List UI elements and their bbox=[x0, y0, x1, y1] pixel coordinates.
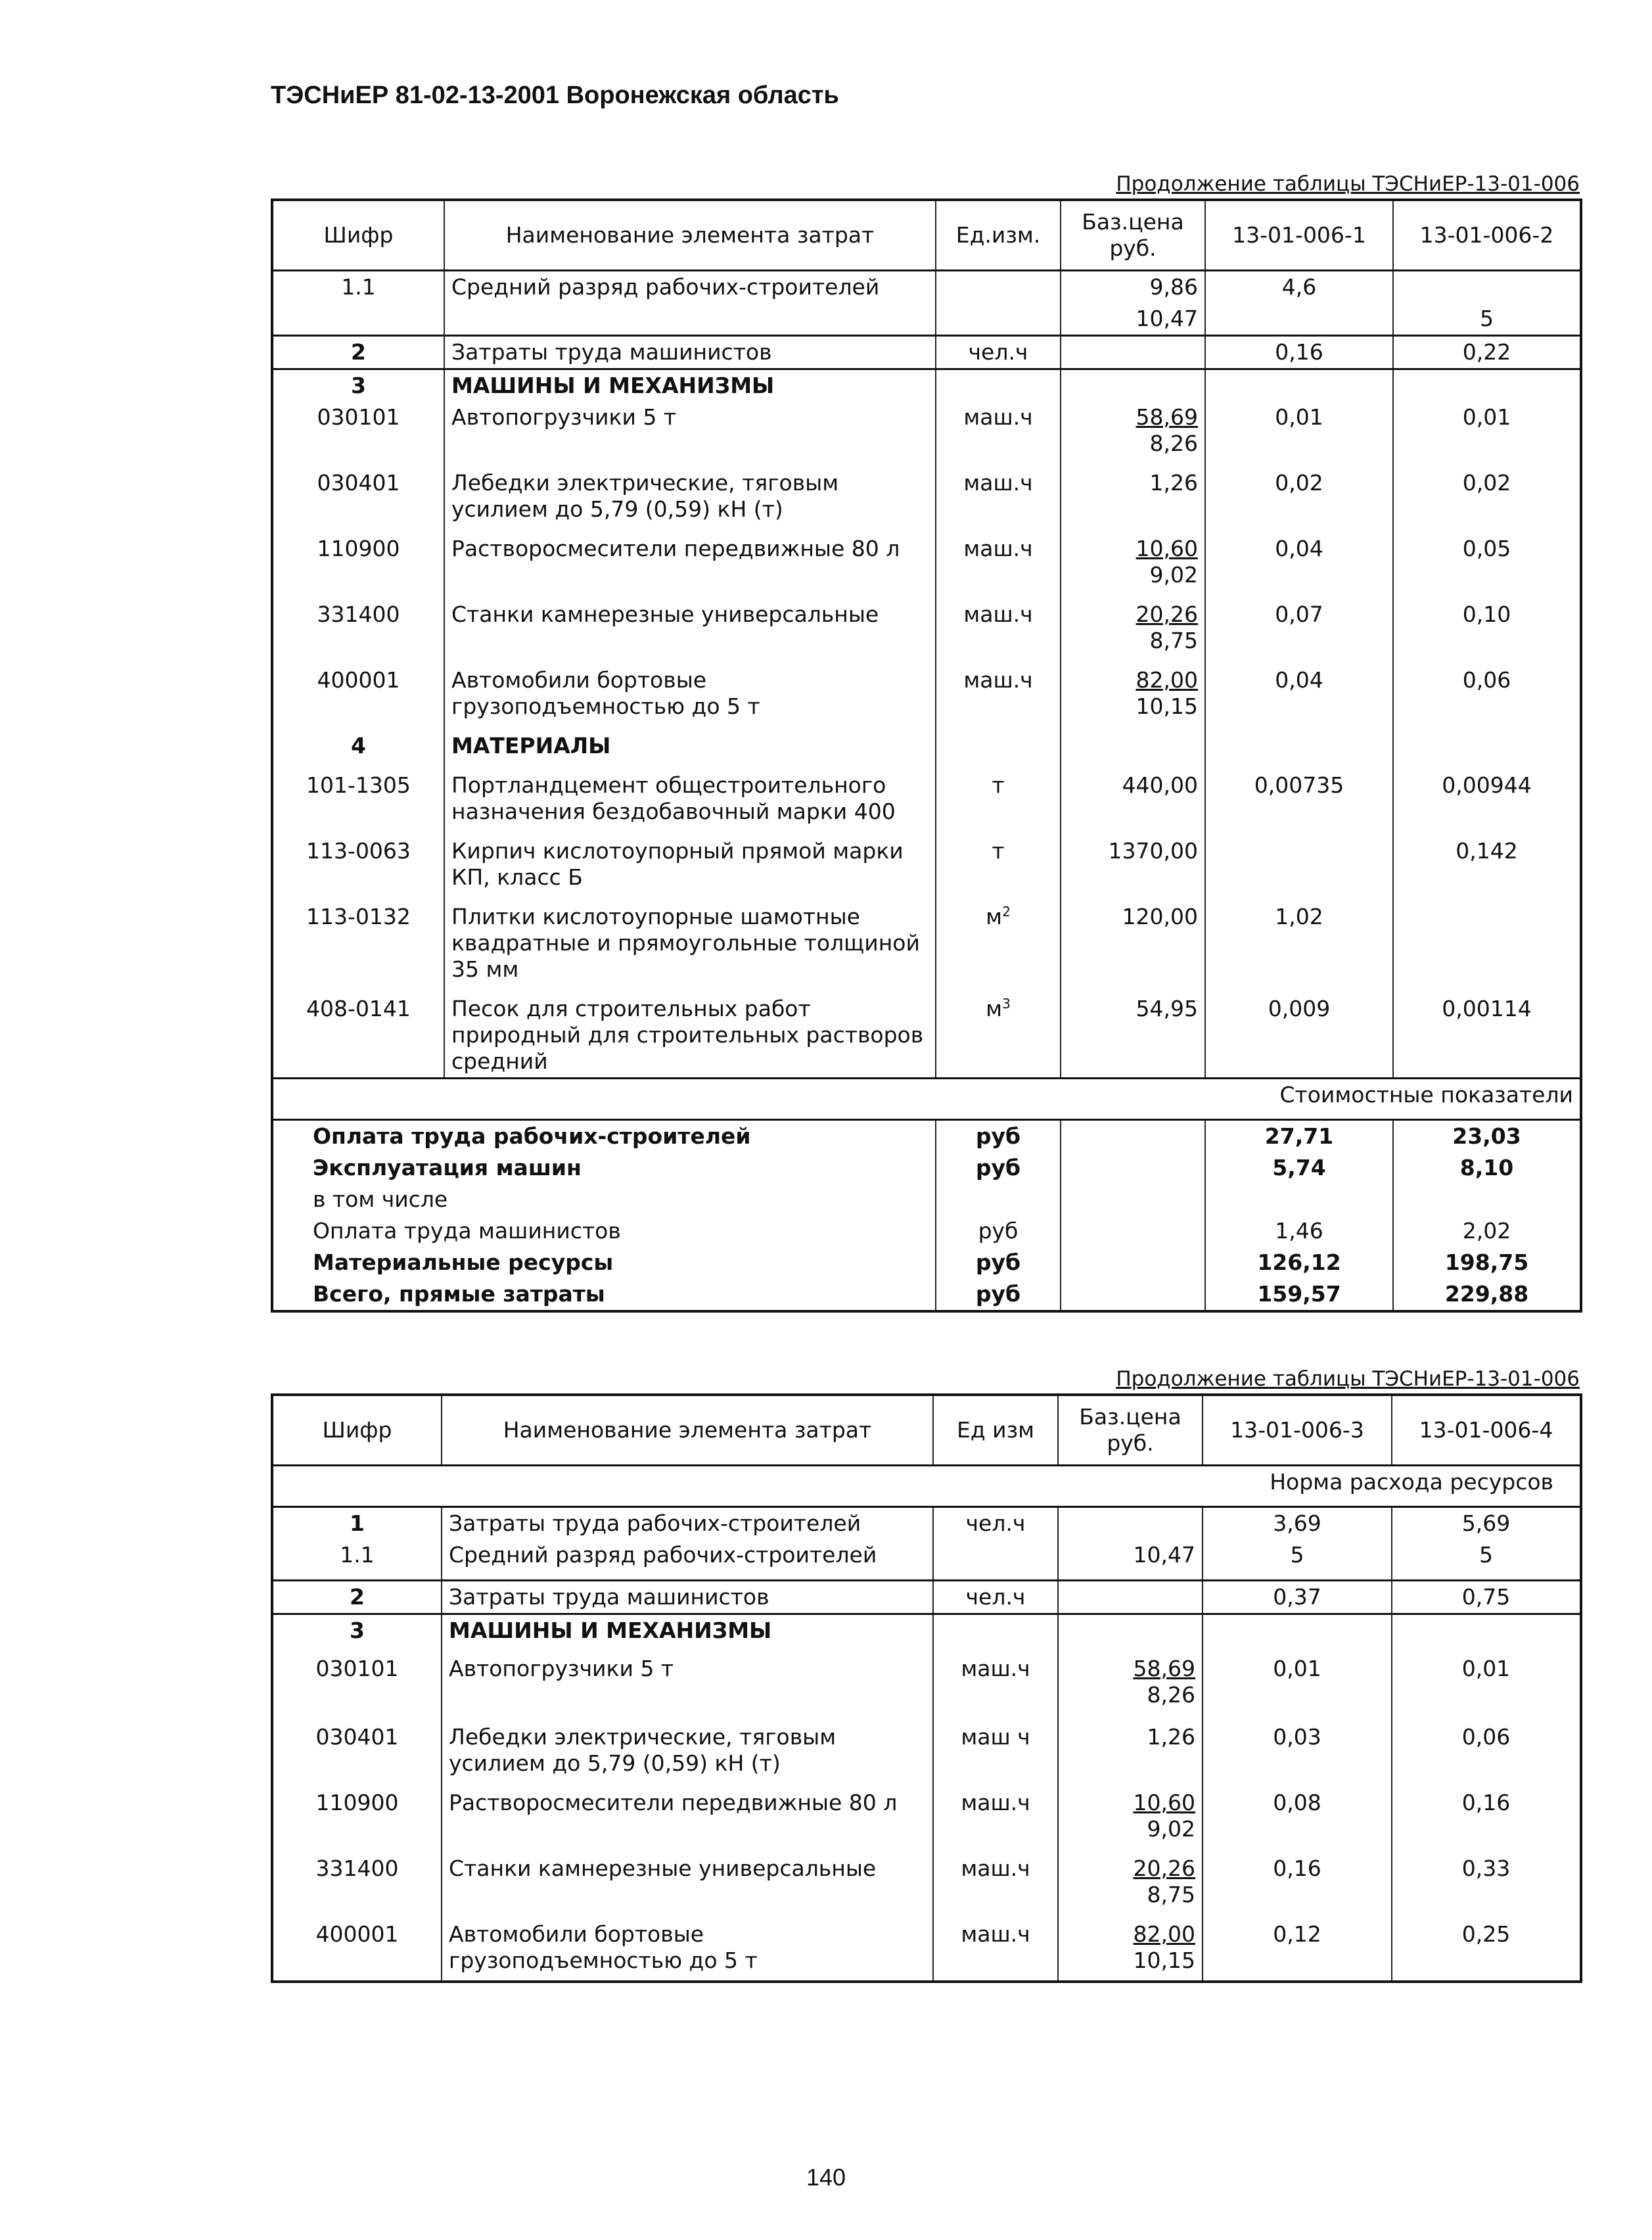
table1 bbox=[271, 198, 1580, 1313]
col-code-header: Шифр bbox=[272, 200, 444, 271]
cost-section-title: Стоимостные показатели bbox=[272, 1079, 1581, 1120]
col-a-header: 13-01-006-1 bbox=[1205, 200, 1393, 271]
table-row: 400001 Автомобили бортовые грузоподъемностью до 5 т маш.ч 82,00 10,15 0,04 0,06 bbox=[272, 665, 1581, 730]
table-row: 030401 Лебедки электрические, тяговым усилием до 5,79 (0,59) кН (т) маш ч 1,26 0,03 0,06 bbox=[272, 1721, 1581, 1787]
col-unit-header: Ед изм bbox=[933, 1395, 1058, 1466]
table-row: 331400 Станки камнерезные универсальные маш.ч 20,26 8,75 0,16 0,33 bbox=[272, 1853, 1581, 1919]
section-row: 4 МАТЕРИАЛЫ bbox=[272, 730, 1581, 770]
col-b-header: 13-01-006-4 bbox=[1392, 1395, 1581, 1466]
table1-caption: Продолжение таблицы ТЭСНиЕР-13-01-006 bbox=[1116, 172, 1580, 196]
summary-row: Всего, прямые затраты руб 159,57 229,88 bbox=[272, 1278, 1581, 1311]
summary-row: Оплата труда машинистов руб 1,46 2,02 bbox=[272, 1215, 1581, 1247]
summary-row: Оплата труда рабочих-строителей руб 27,71 23,03 bbox=[272, 1120, 1581, 1153]
col-code-header: Шифр bbox=[272, 1395, 442, 1466]
table-row: 101-1305 Портландцемент общестроительного назначения бездобавочный марки 400 т 440,00 0,00735 0,00944 bbox=[272, 770, 1581, 835]
table-row: 030401 Лебедки электрические, тяговым усилием до 5,79 (0,59) кН (т) маш.ч 1,26 0,02 0,02 bbox=[272, 467, 1581, 533]
norm-section-title: Норма расхода ресурсов bbox=[272, 1466, 1581, 1507]
table-row: 1.1 Средний разряд рабочих-строителей 10,47 5 5 bbox=[272, 1539, 1581, 1580]
col-price-header: Баз.цена руб. bbox=[1061, 200, 1205, 271]
page-number: 140 bbox=[806, 2164, 846, 2191]
summary-row: Эксплуатация машин руб 5,74 8,10 bbox=[272, 1152, 1581, 1184]
section-row: 3 МАШИНЫ И МЕХАНИЗМЫ bbox=[272, 1614, 1581, 1653]
col-name-header: Наименование элемента затрат bbox=[442, 1395, 933, 1466]
table2-caption: Продолжение таблицы ТЭСНиЕР-13-01-006 bbox=[1116, 1367, 1580, 1391]
col-name-header: Наименование элемента затрат bbox=[444, 200, 936, 271]
table-row: 030101 Автопогрузчики 5 т маш.ч 58,69 8,26 0,01 0,01 bbox=[272, 402, 1581, 467]
table-row: 113-0132 Плитки кислотоупорные шамотные квадратные и прямоугольные толщиной 35 мм $м^2$ 120,00 1,02 bbox=[272, 901, 1581, 993]
table-row: 110900 Растворосмесители передвижные 80 л маш.ч 10,60 9,02 0,04 0,05 bbox=[272, 533, 1581, 599]
col-b-header: 13-01-006-2 bbox=[1393, 200, 1581, 271]
table-row: 331400 Станки камнерезные универсальные маш.ч 20,26 8,75 0,07 0,10 bbox=[272, 599, 1581, 665]
table-row: 1 Затраты труда рабочих-строителей чел.ч 3,69 5,69 bbox=[272, 1507, 1581, 1540]
summary-row: Материальные ресурсы руб 126,12 198,75 bbox=[272, 1247, 1581, 1278]
summary-row: в том числе bbox=[272, 1184, 1581, 1215]
table-row: 1.1 Средний разряд рабочих-строителей 9,86 4,6 bbox=[272, 271, 1581, 304]
col-a-header: 13-01-006-3 bbox=[1203, 1395, 1392, 1466]
table-header-row bbox=[272, 1395, 1581, 1466]
table-row: 400001 Автомобили бортовые грузоподъемностью до 5 т маш.ч 82,00 10,15 0,12 0,25 bbox=[272, 1919, 1581, 1982]
table-row: 2 Затраты труда машинистов чел.ч 0,37 0,75 bbox=[272, 1580, 1581, 1614]
table-row: 113-0063 Кирпич кислотоупорный прямой марки КП, класс Б т 1370,00 0,142 bbox=[272, 835, 1581, 901]
table-row: 030101 Автопогрузчики 5 т маш.ч 58,69 8,26 0,01 0,01 bbox=[272, 1653, 1581, 1721]
table-row: 110900 Растворосмесители передвижные 80 л маш.ч 10,60 9,02 0,08 0,16 bbox=[272, 1787, 1581, 1853]
table-row: 2 Затраты труда машинистов чел.ч 0,16 0,22 bbox=[272, 336, 1581, 369]
section-row: 3 МАШИНЫ И МЕХАНИЗМЫ bbox=[272, 369, 1581, 402]
page-title: ТЭСНиЕР 81-02-13-2001 Воронежская область bbox=[271, 82, 839, 109]
table-row: 408-0141 Песок для строительных работ природный для строительных растворов средний $м^3$ 54,95 0,009 0,00114 bbox=[272, 993, 1581, 1079]
table2 bbox=[271, 1393, 1580, 1983]
table-row: 10,47 5 bbox=[272, 303, 1581, 336]
table-header-row bbox=[272, 200, 1581, 271]
col-unit-header: Ед.изм. bbox=[936, 200, 1061, 271]
col-price-header: Баз.цена руб. bbox=[1058, 1395, 1203, 1466]
